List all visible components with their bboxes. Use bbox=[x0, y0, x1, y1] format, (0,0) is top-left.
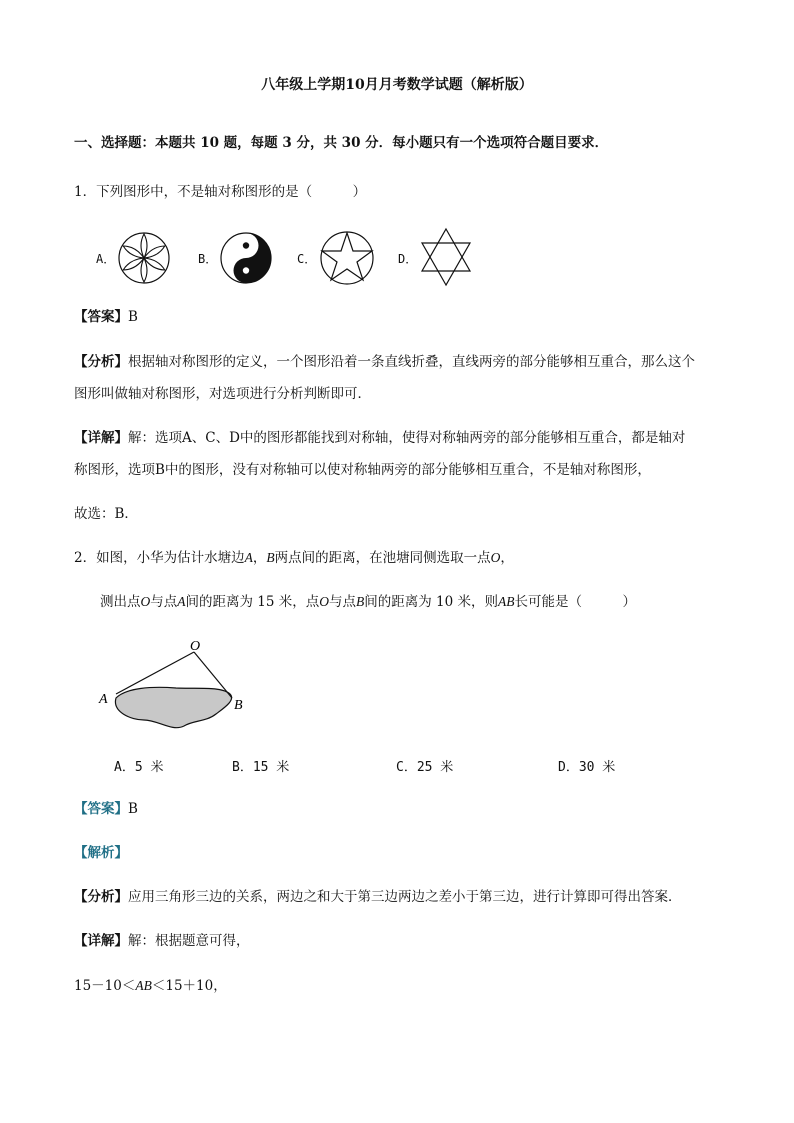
q2-stem-line2 bbox=[100, 592, 636, 612]
q1-analysis-line2: 图形叫做轴对称图形，对选项进行分析判断即可． bbox=[74, 386, 371, 402]
q2-option-b: B．15 米 bbox=[232, 760, 290, 775]
q2-l2-text-b: 与点 bbox=[150, 594, 178, 610]
analysis-tag: 【分析】 bbox=[74, 354, 128, 370]
section-heading: 一、选择题：本题共 10 题，每题 3 分，共 30 分．每小题只有一个选项符合题目要求． bbox=[74, 135, 609, 151]
ineq-left: 15－10＜ bbox=[74, 978, 136, 994]
q2-l2-text-a: 测出点 bbox=[100, 594, 141, 610]
ineq-right: ＜15＋10， bbox=[151, 978, 227, 994]
q2-jiexi bbox=[74, 843, 128, 863]
q1-stem: 1．下列图形中，不是轴对称图形的是（ ） bbox=[74, 184, 367, 200]
var-o: O bbox=[319, 594, 330, 609]
answer-value: B bbox=[128, 801, 138, 817]
q2-stem-end: ， bbox=[500, 550, 514, 566]
detail-tag: 【详解】 bbox=[74, 430, 128, 446]
q2-stem-sep: ， bbox=[252, 550, 267, 566]
q1-detail-line1 bbox=[74, 428, 685, 448]
var-ab: AB bbox=[498, 594, 515, 609]
q1-analysis-line1 bbox=[74, 352, 695, 372]
var-ab: AB bbox=[135, 978, 152, 993]
analysis-tag: 【分析】 bbox=[74, 889, 128, 905]
yin-yang-figure bbox=[218, 230, 274, 286]
q1-option-b-label: B． bbox=[198, 252, 218, 266]
answer-value: B bbox=[128, 309, 138, 325]
analysis-text: 根据轴对称图形的定义，一个图形沿着一条直线折叠，直线两旁的部分能够相互重合，那么这个 bbox=[128, 354, 695, 370]
q2-option-c: C．25 米 bbox=[396, 760, 454, 775]
q2-inequality bbox=[74, 976, 227, 996]
answer-tag: 【答案】 bbox=[74, 309, 128, 325]
detail-tag: 【详解】 bbox=[74, 933, 128, 949]
q2-l2-text-e: 间的距离为 10 米，则 bbox=[364, 594, 499, 610]
var-o: O bbox=[140, 594, 151, 609]
q1-option-c-label: C． bbox=[297, 252, 317, 266]
q1-answer bbox=[74, 307, 138, 327]
jiexi-tag: 【解析】 bbox=[74, 845, 128, 861]
q2-l2-text-c: 间的距离为 15 米，点 bbox=[185, 594, 320, 610]
q2-stem-text: 2．如图，小华为估计水塘边 bbox=[74, 550, 245, 566]
q2-answer bbox=[74, 799, 138, 819]
point-b-label: B bbox=[234, 698, 243, 713]
page-title: 八年级上学期10月月考数学试题（解析版） bbox=[261, 77, 533, 93]
point-o-label: O bbox=[190, 639, 201, 654]
q2-stem-line1 bbox=[74, 548, 514, 568]
q2-l2-text-d: 与点 bbox=[329, 594, 357, 610]
detail-text: 解：选项A、C、D中的图形都能找到对称轴，使得对称轴两旁的部分能够相互重合，都是轴对 bbox=[128, 430, 686, 446]
flower-circle-figure bbox=[116, 230, 172, 286]
q1-option-a-label: A． bbox=[96, 252, 116, 266]
q1-detail-line2: 称图形，选项B中的图形，没有对称轴可以使对称轴两旁的部分能够相互重合，不是轴对称图形， bbox=[74, 462, 651, 478]
var-a: A bbox=[244, 550, 253, 565]
star-in-circle-figure bbox=[318, 229, 376, 287]
q2-l2-text-f: 长可能是（ ） bbox=[514, 594, 637, 610]
analysis-text: 应用三角形三边的关系，两边之和大于第三边两边之差小于第三边，进行计算即可得出答案． bbox=[128, 889, 682, 905]
var-o: O bbox=[490, 550, 501, 565]
q2-stem-text2: 两点间的距离，在池塘同侧选取一点 bbox=[274, 550, 491, 566]
q1-option-d-label: D． bbox=[398, 252, 418, 266]
q1-choose: 故选：B． bbox=[74, 506, 138, 522]
q2-option-d: D．30 米 bbox=[558, 760, 616, 775]
hexagram-figure bbox=[418, 226, 474, 288]
detail-text: 解：根据题意可得， bbox=[128, 933, 250, 949]
answer-tag: 【答案】 bbox=[74, 801, 128, 817]
q2-analysis bbox=[74, 887, 682, 907]
q2-detail bbox=[74, 931, 250, 951]
pond-figure bbox=[96, 636, 256, 736]
point-a-label: A bbox=[99, 692, 108, 707]
var-b: B bbox=[266, 550, 275, 565]
var-b: B bbox=[356, 594, 365, 609]
q2-option-a: A．5 米 bbox=[114, 760, 164, 775]
var-a: A bbox=[177, 594, 186, 609]
